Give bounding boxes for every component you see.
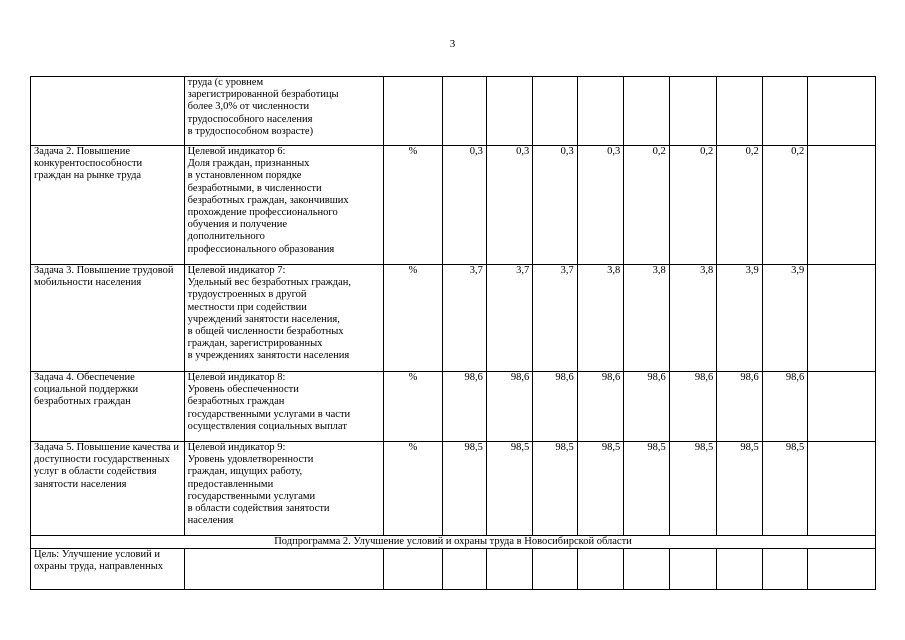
indicator-cell: Целевой индикатор 6: Доля граждан, признанных в установленном порядке безработными, в численности безработных граждан, закончивших прохождение профессионального обучения и получение дополнительного профессионального образования xyxy=(184,146,383,265)
empty-cell xyxy=(808,442,876,536)
value-cell: 98,6 xyxy=(443,372,486,442)
value-cell: 98,5 xyxy=(577,442,623,536)
value-cell: 3,8 xyxy=(624,265,669,372)
empty-cell xyxy=(669,549,717,590)
value-cell: 98,5 xyxy=(533,442,577,536)
value-cell: 98,5 xyxy=(486,442,532,536)
value-cell: 98,6 xyxy=(577,372,623,442)
empty-cell xyxy=(577,549,623,590)
value-cell xyxy=(577,77,623,146)
empty-cell xyxy=(624,549,669,590)
value-cell: 3,7 xyxy=(443,265,486,372)
value-cell: 0,3 xyxy=(486,146,532,265)
value-cell: 98,6 xyxy=(717,372,762,442)
task-cell: Задача 2. Повышение конкурентоспособности граждан на рынке труда xyxy=(31,146,185,265)
value-cell: 3,7 xyxy=(486,265,532,372)
empty-cell xyxy=(808,265,876,372)
unit-cell: % xyxy=(383,372,443,442)
goal-cell: Цель: Улучшение условий и охраны труда, направленных xyxy=(31,549,185,590)
value-cell: 98,6 xyxy=(762,372,807,442)
indicators-table xyxy=(30,76,876,590)
empty-cell xyxy=(808,372,876,442)
value-cell: 98,6 xyxy=(533,372,577,442)
task-cell: Задача 5. Повышение качества и доступности государственных услуг в области содействия занятости населения xyxy=(31,442,185,536)
value-cell: 3,7 xyxy=(533,265,577,372)
table-row xyxy=(31,372,876,442)
subprogram-title: Подпрограмма 2. Улучшение условий и охраны труда в Новосибирской области xyxy=(31,536,876,549)
value-cell: 0,3 xyxy=(533,146,577,265)
task-cell xyxy=(31,77,185,146)
value-cell xyxy=(443,77,486,146)
unit-cell: % xyxy=(383,265,443,372)
subprogram-row xyxy=(31,536,876,549)
unit-cell: % xyxy=(383,146,443,265)
empty-cell xyxy=(762,549,807,590)
value-cell xyxy=(486,77,532,146)
value-cell: 3,9 xyxy=(762,265,807,372)
empty-cell xyxy=(808,146,876,265)
task-cell: Задача 4. Обеспечение социальной поддержки безработных граждан xyxy=(31,372,185,442)
empty-cell xyxy=(383,549,443,590)
unit-cell xyxy=(383,77,443,146)
value-cell: 98,5 xyxy=(762,442,807,536)
value-cell: 0,2 xyxy=(762,146,807,265)
table-row xyxy=(31,265,876,372)
value-cell: 98,6 xyxy=(486,372,532,442)
table-row xyxy=(31,146,876,265)
goal-row xyxy=(31,549,876,590)
indicator-cell: Целевой индикатор 8: Уровень обеспеченности безработных граждан государственными услугами в части осуществления социальных выплат xyxy=(184,372,383,442)
value-cell: 98,6 xyxy=(624,372,669,442)
value-cell: 98,5 xyxy=(624,442,669,536)
value-cell: 3,8 xyxy=(669,265,717,372)
empty-cell xyxy=(184,549,383,590)
value-cell xyxy=(717,77,762,146)
value-cell: 98,5 xyxy=(717,442,762,536)
value-cell: 98,5 xyxy=(443,442,486,536)
value-cell: 0,3 xyxy=(443,146,486,265)
value-cell xyxy=(762,77,807,146)
value-cell xyxy=(669,77,717,146)
value-cell xyxy=(624,77,669,146)
indicator-cell: Целевой индикатор 7: Удельный вес безработных граждан, трудоустроенных в другой местности при содействии учреждений занятости населения, в общей численности безработных граждан, зарегистрированных в учреждениях занятости населения xyxy=(184,265,383,372)
page-number: 3 xyxy=(449,38,456,50)
value-cell: 3,9 xyxy=(717,265,762,372)
value-cell: 0,3 xyxy=(577,146,623,265)
task-cell: Задача 3. Повышение трудовой мобильности населения xyxy=(31,265,185,372)
value-cell: 0,2 xyxy=(717,146,762,265)
unit-cell: % xyxy=(383,442,443,536)
indicator-cell: Целевой индикатор 9: Уровень удовлетворенности граждан, ищущих работу, предоставленными государственными услугами в области содействия занятости населения xyxy=(184,442,383,536)
empty-cell xyxy=(808,77,876,146)
value-cell xyxy=(533,77,577,146)
value-cell: 98,5 xyxy=(669,442,717,536)
table-row xyxy=(31,442,876,536)
empty-cell xyxy=(533,549,577,590)
empty-cell xyxy=(486,549,532,590)
empty-cell xyxy=(443,549,486,590)
empty-cell xyxy=(717,549,762,590)
value-cell: 3,8 xyxy=(577,265,623,372)
value-cell: 0,2 xyxy=(624,146,669,265)
table-row xyxy=(31,77,876,146)
value-cell: 0,2 xyxy=(669,146,717,265)
indicator-cell: труда (с уровнем зарегистрированной безработицы более 3,0% от численности трудоспособного населения в трудоспособном возрасте) xyxy=(184,77,383,146)
value-cell: 98,6 xyxy=(669,372,717,442)
empty-cell xyxy=(808,549,876,590)
